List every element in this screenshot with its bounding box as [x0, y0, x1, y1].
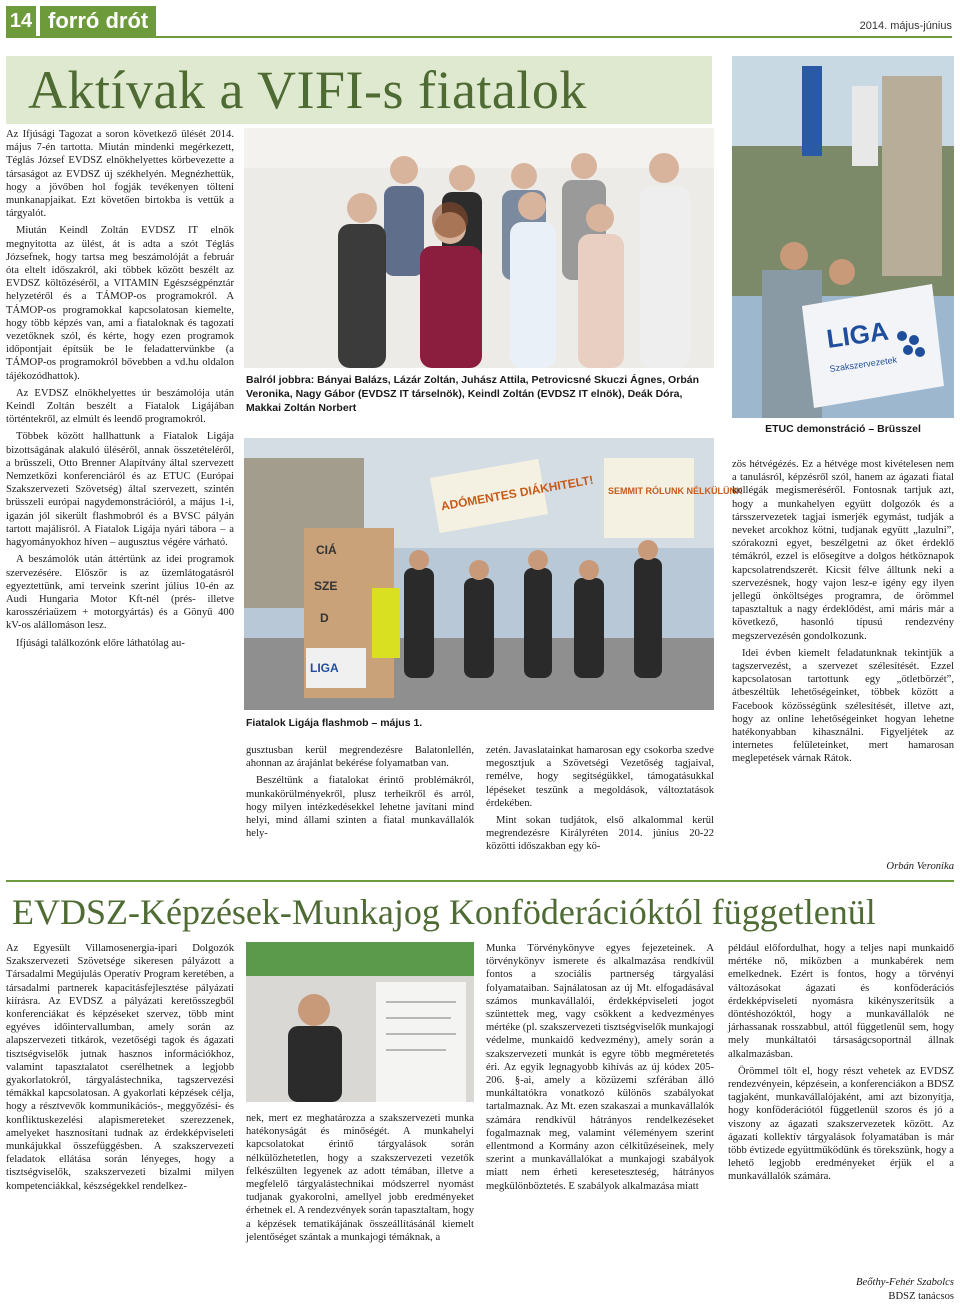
flag-subtitle-text: Szakszervezetek [828, 354, 898, 374]
box-sign-1: CIÁ [316, 543, 337, 557]
article1-signature: Orbán Veronika [886, 861, 954, 872]
paragraph: Az EVDSZ elnökhelyettes úr beszámolója után Keindl Zoltán beszélt a Fiatalok Ligájában történtekről, az elmúlt és leendő programokról. [6, 387, 234, 426]
box-sign-2: SZE [314, 579, 338, 593]
article1-title: Aktívak a VIFI-s fiatalok [28, 60, 587, 120]
paragraph: zetén. Javaslatainkat hamarosan egy csokorba szedve megosztjuk a Szövetségi Vezetőség tagjaival, remélve, hogy segítségükkel, támogatásukkal lépéseket teszünk a megoldások, változtatások érdekében. [486, 745, 714, 809]
article2-signature-title: BDSZ tanácsos [888, 1291, 954, 1302]
article1-column-1 [6, 128, 234, 876]
flag-liga-text: LIGA [824, 315, 891, 354]
article2-headline-box [6, 880, 954, 940]
group-photo-caption: Balról jobbra: Bányai Balázs, Lázár Zoltán, Juhász Attila, Petrovicsné Skuczi Ágnes, Orbán Veronika, Nagy Gábor (EVDSZ IT társelnök), Keindl Zoltán (EVDSZ IT elnök), Deák Dóra, Makkai Zoltán Norbert [246, 374, 699, 414]
paragraph: gusztusban kerül megrendezésre Balatonlellén, ahonnan az árajánlat bekérése folyamatban van. [246, 745, 474, 770]
paragraph: A beszámolók után áttértünk az idei programok szervezésére. Először is az üzemlátogatásról egyeztettünk, ami terveink szerint július 10-én az Audi Hungaria Motor Kft-nél (prés- illetve karosszériaüzem + motorgyártás) és a Gönyű 400 kV-os alállomáson lesz. [6, 554, 234, 632]
article1-headline-box [6, 56, 712, 124]
group-photo-image [244, 128, 714, 368]
sign-adomentes: ADÓMENTES DIÁKHITELT! [439, 472, 595, 514]
article2-signature-name: Beőthy-Fehér Szabolcs [856, 1277, 954, 1288]
flashmob-photo-image [244, 438, 743, 710]
paragraph: Ifjúsági találkozónk előre láthatólag au- [16, 637, 185, 649]
etuc-photo-image [732, 56, 954, 418]
paragraph: Örömmel tölt el, hogy részt vehetek az EVDSZ rendezvényein, képzésein, a konferenciákon a BDSZ tagjaként, munkavállalójaként, ami azt bizonyítja, hogy konföderációtól függetlenül szoros és jó a viszony az ágazati szakszervezetek között. Az ágazati kollektív tárgyalások folyamatában is már több évtizede együttműködünk és törekszünk, hogy a lehető legjobb eredményeket érjük el a munkavállalók számára. [728, 1065, 954, 1183]
sign-semmit: SEMMIT RÓLUNK NÉLKÜLÜNK [608, 486, 743, 496]
paragraph: Miután Keindl Zoltán EVDSZ IT elnök megnyitotta az ülést, át is adta a szót Téglás Józsefnek, hogy tartsa meg beszámolóját a február óta eltelt időszakról, aki többek között beszélt az EVDSZ költözéséről, a VITAMIN Egészségpénztár helyzetéről és a TÁMOP-os programokról. A TÁMOP-os programokkal kapcsolatosan kiemelte, hogy több képzés van, ami a fiataloknak és tagozati vezetőknek szól, és kérte, hogy ezen programok időpontjait építsük be le feladattervünkbe (a TÁMOP-os programokról bővebben a vd.hu oldalon tájékozódhattok). [6, 225, 234, 382]
article2-column-3 [486, 942, 714, 1309]
article2-column-1 [6, 942, 234, 1309]
article1-column-3 [486, 744, 714, 874]
paragraph: Idei évben kiemelt feladatunknak tekintjük a tagszervezést, a szervezet szélesítését. Ezzel kapcsolatosan tartottunk egy „ötletbörzét”, átbeszéltük lehetőségeinket, többek között a Facebook közösségünk szélesítését, illetve azt, hogy az online lehetőségeinket hogyan lehetne hatékonyabban kihasználni. Figyeljétek az internetes felületeinket, mert hamarosan meglepetések várnak Rátok. [732, 647, 954, 765]
flashmob-photo [244, 438, 743, 710]
etuc-demonstration-photo [732, 56, 954, 418]
paragraph: Beszéltünk a fiatalokat érintő problémákról, munkakörülményekről, plusz terheikről és arról, hogy milyen intézkedésekkel lehetne javítani mind helyi, mind állami szinten a fiatal munkavállalók hely- [246, 775, 474, 840]
article2-title: EVDSZ-Képzések-Munkajog Konföderációktól függetlenül [12, 892, 876, 932]
paragraph: Munka Törvénykönyve egyes fejezeteinek. A törvénykönyv ismerete és alkalmazása rendkívül fontos a szociális partnerség tárgyalási folyamataiban. Sajnálatosan az új Mt. elfogadásával számos munkavállalói, érdekképviseleti jogot szüntettek meg, vagy csökkent a kedvezményes mértéke (pl. szakszervezeti tisztségviselők munkajogi védelme, munkaidő kedvezmény), amely során a szakszervezeti munkát is egyre több megméretetés éri. Az egyik legnagyobb kihívás az új kódex 205-206. §-ai, amely a közüzemi szférában álló munkáltatókra vonatkozó különös szabályokat tartalmaznak. Az Mt. ezen szakaszai a munkavállalók számára rendkívül hátrányos rendelkezéseket fogalmaznak meg, valamint véleményem szerint ellentmond a Kormány azon célkitűzéseinek, mely szerint a munkavállalókat a munkajogi szabályok miatt nem érheti kereseteszteség, hátrányos megkülönböztetés. E szabályok alkalmazása miatt [486, 943, 714, 1192]
article2-column-4 [728, 942, 954, 1274]
paragraph: zös hétvégézés. Ez a hétvége most kivételesen nem a tanulásról, képzésről szól, hanem az ágazati fiatal kollégák megismeréséről. Fontosnak tartjuk azt, hogy a munkahelyen együtt dolgozók és a társszervezetek tagjai ismerjék egymást, tudják a neveket arcokhoz kötni, tudjanak együtt „lazulni”, szórakozni egyet, beszélgetni az őket érdeklő témákról, ezzel is elősegítve a dolgos hétköznapok kapcsolatrendszerét. Kicsit félve álltunk neki a szervezésnek, hogy vajon lesz-e igény egy ilyen jellegű önköltséges programra, de örömmel tapasztaltuk a nagy érdeklődést, ami máris már a következő, hasonló típusú rendezvény megszervezésén gondolkozunk. [732, 459, 954, 642]
group-photo [244, 128, 714, 368]
article2-column-2 [246, 1112, 474, 1309]
lecturer-photo [246, 942, 474, 1102]
paragraph: Többek között hallhattunk a Fiatalok Ligája bizottságának alakuló üléséről, annak összetételéről, a brüsszeli, Otto Brenner Alapítvány által szervezett Nemzetközi konferenciáról és az ETUC (Európai Szakszervezeti Szövetség) által szervezett, szintén brüsszeli európai nagydemonstrációról, a május 1-i, igazán jól sikerült flashmobról és a BVSC pályán tartott majálisról. A Fiatalok Ligája nyári tábora – a hagyományokhoz híven – augusztus végére várható. [6, 431, 234, 549]
article1-column-2 [246, 744, 474, 874]
article1-column-4 [732, 458, 954, 858]
issue-date: 2014. május-június [859, 20, 952, 32]
masthead-rule [6, 36, 952, 38]
paragraph: például előfordulhat, hogy a teljes napi munkaidő mértéke nő, miközben a munkabérek nem emelkednek. Ezért is fontos, hogy a törvényi változásokat ágazati és konföderációs érdekképviseleti nyomásra kikényszerítsük a döntéshozóktól, hogy a munkavállalók ne járhassanak rosszabbul, attól függetlenül sem, hogy mely munkáltatói társaságcsoportnál állnak alkalmazásban. [728, 943, 954, 1060]
paragraph: Az Egyesült Villamosenergia-ipari Dolgozók Szakszervezeti Szövetsége sikeresen pályázott a Társadalmi Megújulás Operatív Program keretében, a társadalmi partnerek kapacitásfejlesztése pályázati kiírásra. Az EVDSZ a pályázati keretösszegből konferenciákat és képzéseket szervez, több mint egyéves időintervallumban, amely során az alapszervezeti titkárok, vezetőségi tagok és ágazati tisztségviselők jutnak hasznos információkhoz, valamint tapasztalatot cserélhetnek a legjobb gyakorlatokról, tárgyalástechnika, tagszervezési témákkal kapcsolatosan. A gyakorlati képzések célja, hogy a résztvevők kommunikációs-, meggyőzési- és konfliktuskezelési alapismereteket szerezzenek, amelyeket hasznosítani tudnak az érdekképviseleti munkájukkal összefüggésben. A szakszervezeti feladatok ellátása során lényeges, hogy a tisztségviselők, szakszervezeti bizalmi milyen kompetenciákkal, készségekkel rendelkez- [6, 943, 234, 1192]
masthead [0, 0, 960, 46]
lecturer-photo-image [246, 942, 474, 1102]
paragraph: nek, mert ez meghatározza a szakszervezeti munka hatékonyságát és minőségét. A munkahelyi kapcsolatokat érintő tárgyalások során nélkülözhetetlen, hogy a szakszervezeti vezetők felkészülten legyenek az adott témában, illetve a megfelelő tárgyalástechnikai módszerrel nyomást tudjanak gyakorolni, amellyel jobb eredményeket érhetnek el. A rendezvények során tapasztaltam, hogy a képzések tematikájának összeállításánál kiemelt jelentőséget szántak a munkajogi témáknak, a [246, 1113, 474, 1243]
flashmob-photo-caption: Fiatalok Ligája flashmob – május 1. [246, 717, 423, 729]
section-title: forró drót [40, 6, 156, 36]
box-sign-3: D [320, 611, 329, 625]
paragraph: Az Ifjúsági Tagozat a soron következő ülését 2014. május 7-én tartotta. Miután mindenki megérkezett, Téglás József EVDSZ elnökhelyettes körbevezette a társaságot az EVDSZ új székhelyén. Megnézhettük, hogy a jövőben hol fogják tevékenyen tölteni munkanapjaikat. Ezt követően birtokba is vettük a tárgyalót. [6, 129, 234, 220]
liga-box-text: LIGA [310, 661, 339, 675]
etuc-photo-caption: ETUC demonstráció – Brüsszel [765, 423, 921, 435]
paragraph: Mint sokan tudjátok, első alkalommal kerül megrendezésre Királyréten 2014. június 20-22 közötti időszakban egy kö- [486, 815, 714, 853]
page-number: 14 [6, 6, 36, 36]
